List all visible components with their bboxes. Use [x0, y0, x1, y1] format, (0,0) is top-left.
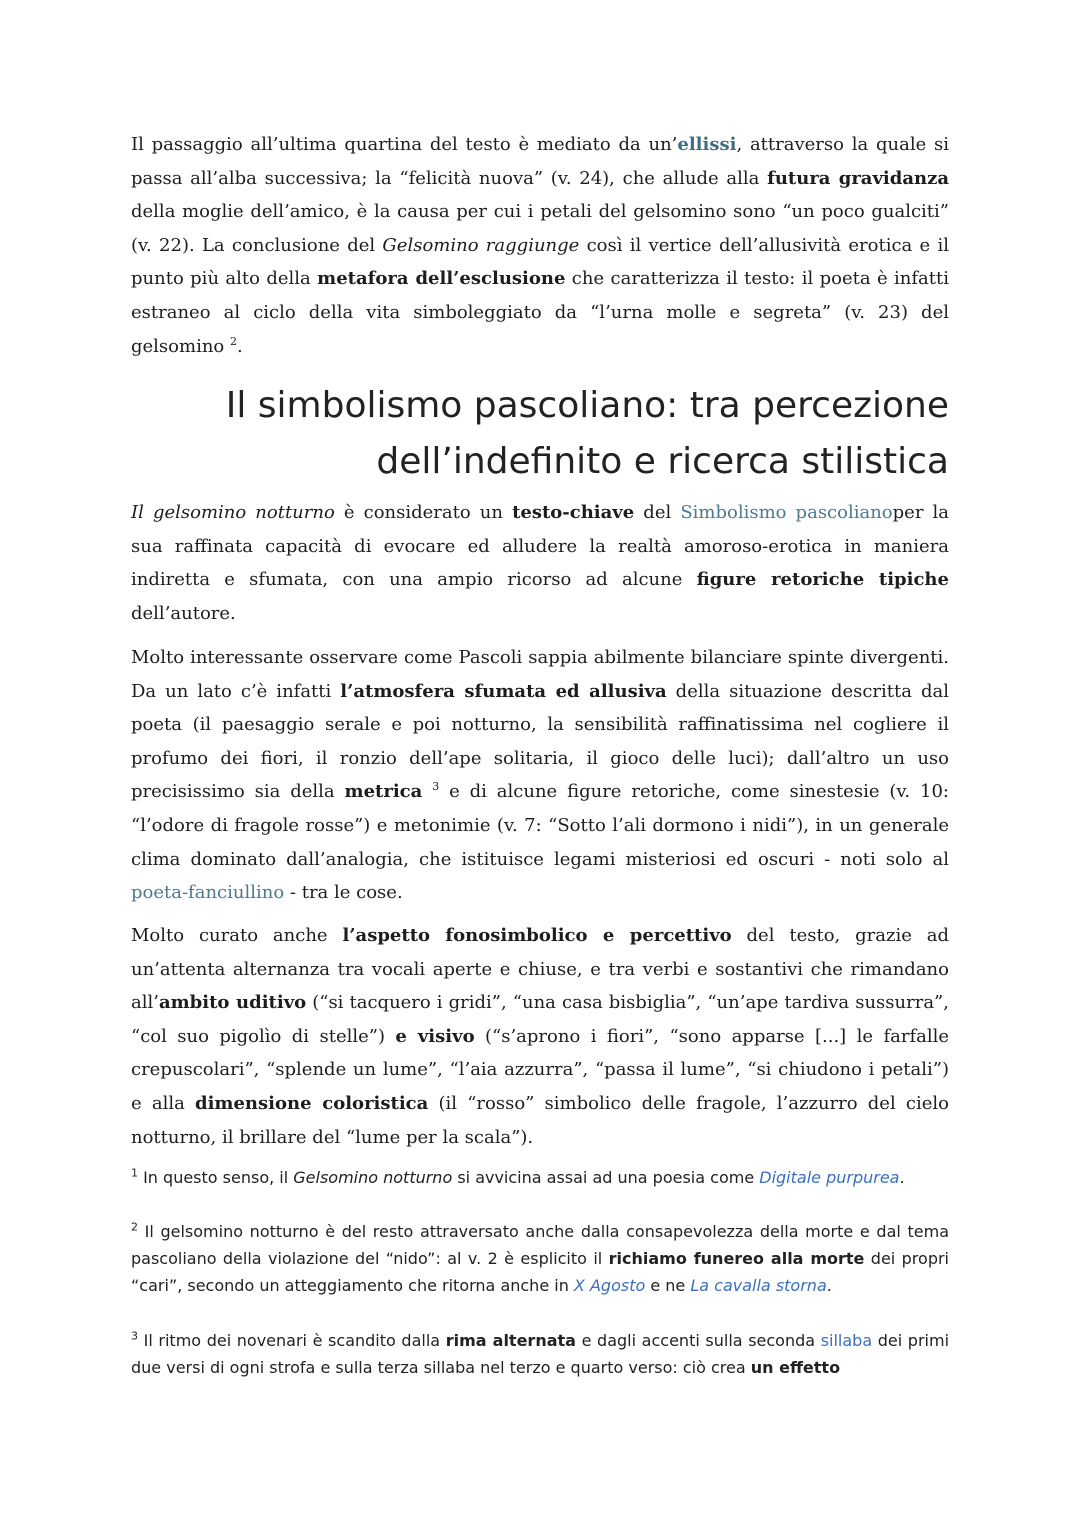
text: (“si tacquero i gridi”, “una casa bisbiglia”, “un’ape tardiva sussurra”, “col suo pigolìo di stelle”): [131, 992, 949, 1047]
text: dei propri “cari”, secondo un atteggiamento che ritorna anche in: [131, 1249, 949, 1295]
text: dell’autore.: [131, 602, 236, 624]
bold-text: ambito uditivo: [158, 992, 307, 1014]
text: così il vertice dell’allusività erotica e il punto più alto della: [131, 234, 949, 290]
footnote-ref: 3: [432, 780, 440, 794]
text: .: [826, 1276, 832, 1295]
italic-text: Gelsomino raggiunge: [382, 234, 580, 256]
text: Il gelsomino notturno è del resto attraversato anche dalla consapevolezza della morte e dal tema pascoliano della violazione del “nido”: al v. 2 è esplicito il: [131, 1222, 949, 1268]
poeta-fanciullino-link[interactable]: poeta-fanciullino: [131, 882, 285, 904]
text: .: [899, 1168, 905, 1187]
text: del: [634, 502, 681, 523]
footnote-number: 3: [131, 1329, 138, 1343]
text: , attraverso la quale si passa all’alba successiva; la “felicità nuova” (v. 24), che allude alla: [131, 134, 949, 189]
italic-text: Gelsomino notturno: [293, 1168, 453, 1187]
paragraph-fonosimbolico: [131, 919, 949, 1154]
bold-text: metafora dell’esclusione: [317, 268, 566, 290]
bold-text: l’atmosfera sfumata ed allusiva: [340, 680, 667, 702]
heading-line-1: Il simbolismo pascoliano: tra percezione: [225, 385, 949, 426]
footnote-number: 2: [131, 1220, 138, 1234]
text: e ne: [645, 1276, 691, 1295]
text: è considerato un: [334, 502, 513, 523]
text: - tra le cose.: [284, 882, 403, 904]
text: e di alcune figure retoriche, come sinestesie (v. 10: “l’odore di fragole rosse”) e metonimie (v. 7: “Sotto l’ali dormono i nidi”), in un generale clima dominato dall’analogia, che istituisce legami misteriosi ed oscuri - noti solo al: [131, 781, 949, 870]
text: e dagli accenti sulla seconda: [575, 1331, 821, 1350]
text: Molto curato anche: [131, 925, 343, 946]
bold-text: richiamo funereo alla morte: [608, 1249, 865, 1268]
text: In questo senso, il: [138, 1168, 294, 1187]
bold-text: metrica: [344, 781, 423, 803]
text: del testo, grazie ad un’attenta alternanza tra vocali aperte e chiuse, e tra verbi e sostantivi che rimandano all’: [131, 925, 949, 1014]
footnote-1: [131, 1164, 949, 1191]
text: dei primi due versi di ogni strofa e sulla terza sillaba nel terzo e quarto verso: ciò crea: [131, 1331, 950, 1377]
bold-text: l’aspetto fonosimbolico e percettivo: [342, 925, 732, 946]
simbolismo-link[interactable]: Simbolismo pascoliano: [680, 502, 893, 523]
text: (“s’aprono i fiori”, “sono apparse [...] le farfalle crepuscolari”, “splende un lume”, “l’aia azzurra”, “passa il lume”, “si chiudono i petali”) e alla: [131, 1025, 950, 1114]
text: (il “rosso” simbolico delle fragole, l’azzurro del cielo notturno, il brillare del “lume per la scala”).: [131, 1092, 949, 1148]
text: per la sua raffinata capacità di evocare ed alludere la realtà amoroso-erotica in maniera indiretta e sfumata, con una ampio ricorso ad alcune: [131, 502, 950, 591]
bold-text: e visivo: [395, 1025, 475, 1047]
footnote-3: [131, 1327, 949, 1381]
paragraph-ellissi: [131, 128, 949, 363]
text: della moglie dell’amico, è la causa per cui i petali del gelsomino sono “un poco gualciti” (v. 22). La conclusione del: [131, 201, 949, 256]
bold-text: futura gravidanza: [767, 167, 949, 189]
text: Il ritmo dei novenari è scandito dalla: [138, 1331, 446, 1350]
section-heading: [131, 378, 949, 490]
text: si avvicina assai ad una poesia come: [452, 1168, 760, 1187]
text: Il passaggio all’ultima quartina del testo è mediato da un’: [131, 134, 678, 155]
bold-text: figure retoriche tipiche: [696, 569, 949, 591]
footnote-ref: 2: [229, 334, 237, 348]
bold-text: testo-chiave: [512, 502, 635, 523]
text: della situazione descritta dal poeta (il paesaggio serale e poi notturno, la sensibilità raffinatissima nel cogliere il profumo dei fiori, il ronzio dell’ape solitaria, il gioco delle luci); dall’altro un uso precisissimo sia della: [131, 680, 949, 803]
cavalla-storna-link[interactable]: La cavalla storna: [690, 1276, 827, 1295]
paragraph-atmosfera: [131, 641, 949, 910]
bold-text: un effetto: [750, 1358, 841, 1377]
bold-text: dimensione coloristica: [195, 1092, 429, 1114]
bold-text: rima alternata: [445, 1331, 576, 1350]
italic-text: Il gelsomino notturno: [131, 502, 335, 523]
heading-line-2: dell’indefinito e ricerca stilistica: [376, 441, 949, 482]
footnote-2: [131, 1218, 949, 1299]
x-agosto-link[interactable]: X Agosto: [573, 1276, 646, 1295]
digitale-purpurea-link[interactable]: Digitale purpurea: [759, 1168, 900, 1187]
text: che caratterizza il testo: il poeta è infatti estraneo al ciclo della vita simboleggiato da “l’urna molle e segreta” (v. 23) del gelsomino: [131, 268, 949, 357]
ellissi-link[interactable]: ellissi: [677, 134, 737, 155]
text: .: [236, 335, 243, 357]
paragraph-testo-chiave: [131, 496, 949, 630]
text: Molto interessante osservare come Pascoli sappia abilmente bilanciare spinte divergenti. Da un lato c’è infatti: [131, 647, 949, 702]
sillaba-link[interactable]: sillaba: [820, 1331, 873, 1350]
footnote-number: 1: [131, 1166, 138, 1180]
